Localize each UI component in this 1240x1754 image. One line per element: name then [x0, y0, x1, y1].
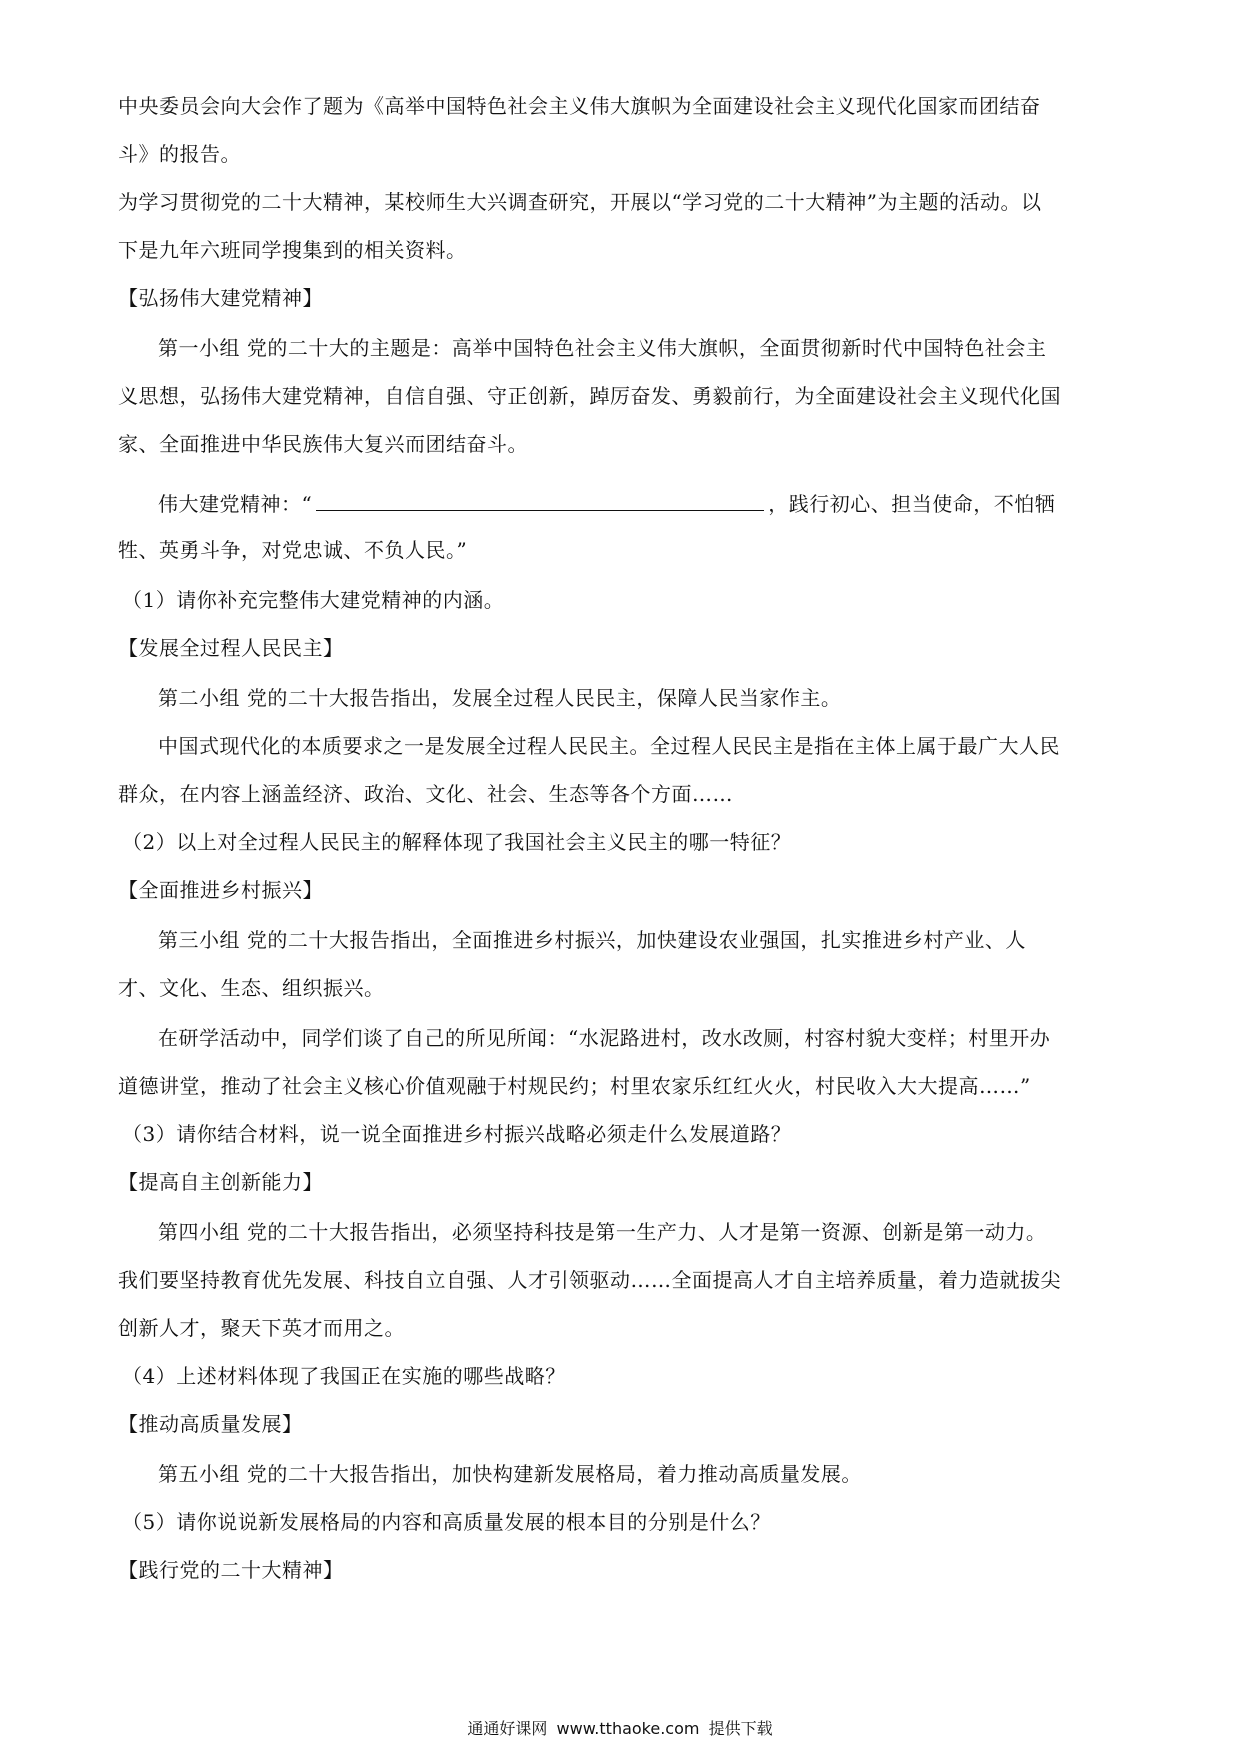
- page-footer: [0, 1718, 1240, 1740]
- section-heading-party-spirit: 【弘扬伟大建党精神】: [118, 286, 323, 310]
- intro-line-2: 斗》的报告。: [118, 142, 241, 166]
- party-spirit-suffix: ，践行初心、担当使命，不怕牺: [768, 492, 1056, 516]
- question-3: （3）请你结合材料，说一说全面推进乡村振兴战略必须走什么发展道路？: [122, 1122, 792, 1146]
- group4-paragraph-line-2: 我们要坚持教育优先发展、科技自立自强、人才引领驱动……全面提高人才自主培养质量，着力造就拔尖: [118, 1268, 1061, 1292]
- answer-blank[interactable]: [316, 488, 764, 511]
- group5-paragraph: 第五小组 党的二十大报告指出，加快构建新发展格局，着力推动高质量发展。: [158, 1462, 862, 1486]
- section-heading-practice-spirit: 【践行党的二十大精神】: [118, 1558, 344, 1582]
- group1-paragraph-line-3: 家、全面推进中华民族伟大复兴而团结奋斗。: [118, 432, 528, 456]
- party-spirit-line-2: 牲、英勇斗争，对党忠诚、不负人民。”: [118, 538, 468, 562]
- question-4: （4）上述材料体现了我国正在实施的哪些战略？: [122, 1364, 566, 1388]
- study-activity-line-1: 在研学活动中，同学们谈了自己的所见所闻：“水泥路进村，改水改厕，村容村貌大变样；村里开办: [158, 1026, 1051, 1050]
- section-heading-high-quality-development: 【推动高质量发展】: [118, 1412, 303, 1436]
- intro-line-4: 下是九年六班同学搜集到的相关资料。: [118, 238, 467, 262]
- intro-line-1: 中央委员会向大会作了题为《高举中国特色社会主义伟大旗帜为全面建设社会主义现代化国家而团结奋: [118, 94, 1041, 118]
- question-1: （1）请你补充完整伟大建党精神的内涵。: [122, 588, 505, 612]
- group1-paragraph-line-2: 义思想，弘扬伟大建党精神，自信自强、守正创新，踔厉奋发、勇毅前行，为全面建设社会主义现代化国: [118, 384, 1061, 408]
- group1-paragraph-line-1: 第一小组 党的二十大的主题是：高举中国特色社会主义伟大旗帜，全面贯彻新时代中国特色社会主: [158, 336, 1047, 360]
- footer-url[interactable]: www.tthaoke.com: [556, 1719, 700, 1738]
- group3-paragraph-line-1: 第三小组 党的二十大报告指出，全面推进乡村振兴，加快建设农业强国，扎实推进乡村产业、人: [158, 928, 1026, 952]
- section-heading-democracy: 【发展全过程人民民主】: [118, 636, 344, 660]
- party-spirit-prefix: 伟大建党精神：“: [158, 492, 313, 516]
- group4-paragraph-line-1: 第四小组 党的二十大报告指出，必须坚持科技是第一生产力、人才是第一资源、创新是第一动力。: [158, 1220, 1047, 1244]
- study-activity-line-2: 道德讲堂，推动了社会主义核心价值观融于村规民约；村里农家乐红红火火，村民收入大大提高……”: [118, 1074, 1031, 1098]
- democracy-paragraph-line-1: 中国式现代化的本质要求之一是发展全过程人民民主。全过程人民民主是指在主体上属于最广大人民: [158, 734, 1060, 758]
- section-heading-innovation: 【提高自主创新能力】: [118, 1170, 323, 1194]
- section-heading-rural-revitalization: 【全面推进乡村振兴】: [118, 878, 323, 902]
- intro-line-3: 为学习贯彻党的二十大精神，某校师生大兴调查研究，开展以“学习党的二十大精神”为主题的活动。以: [118, 190, 1042, 214]
- question-5: （5）请你说说新发展格局的内容和高质量发展的根本目的分别是什么？: [122, 1510, 771, 1534]
- democracy-paragraph-line-2: 群众，在内容上涵盖经济、政治、文化、社会、生态等各个方面……: [118, 782, 733, 806]
- group2-paragraph: 第二小组 党的二十大报告指出，发展全过程人民民主，保障人民当家作主。: [158, 686, 842, 710]
- group4-paragraph-line-3: 创新人才，聚天下英才而用之。: [118, 1316, 405, 1340]
- question-2: （2）以上对全过程人民民主的解释体现了我国社会主义民主的哪一特征？: [122, 830, 792, 854]
- footer-site-name: 通通好课网: [467, 1719, 548, 1738]
- footer-suffix: 提供下载: [708, 1719, 773, 1738]
- group3-paragraph-line-2: 才、文化、生态、组织振兴。: [118, 976, 385, 1000]
- party-spirit-fill-line: [158, 488, 1128, 518]
